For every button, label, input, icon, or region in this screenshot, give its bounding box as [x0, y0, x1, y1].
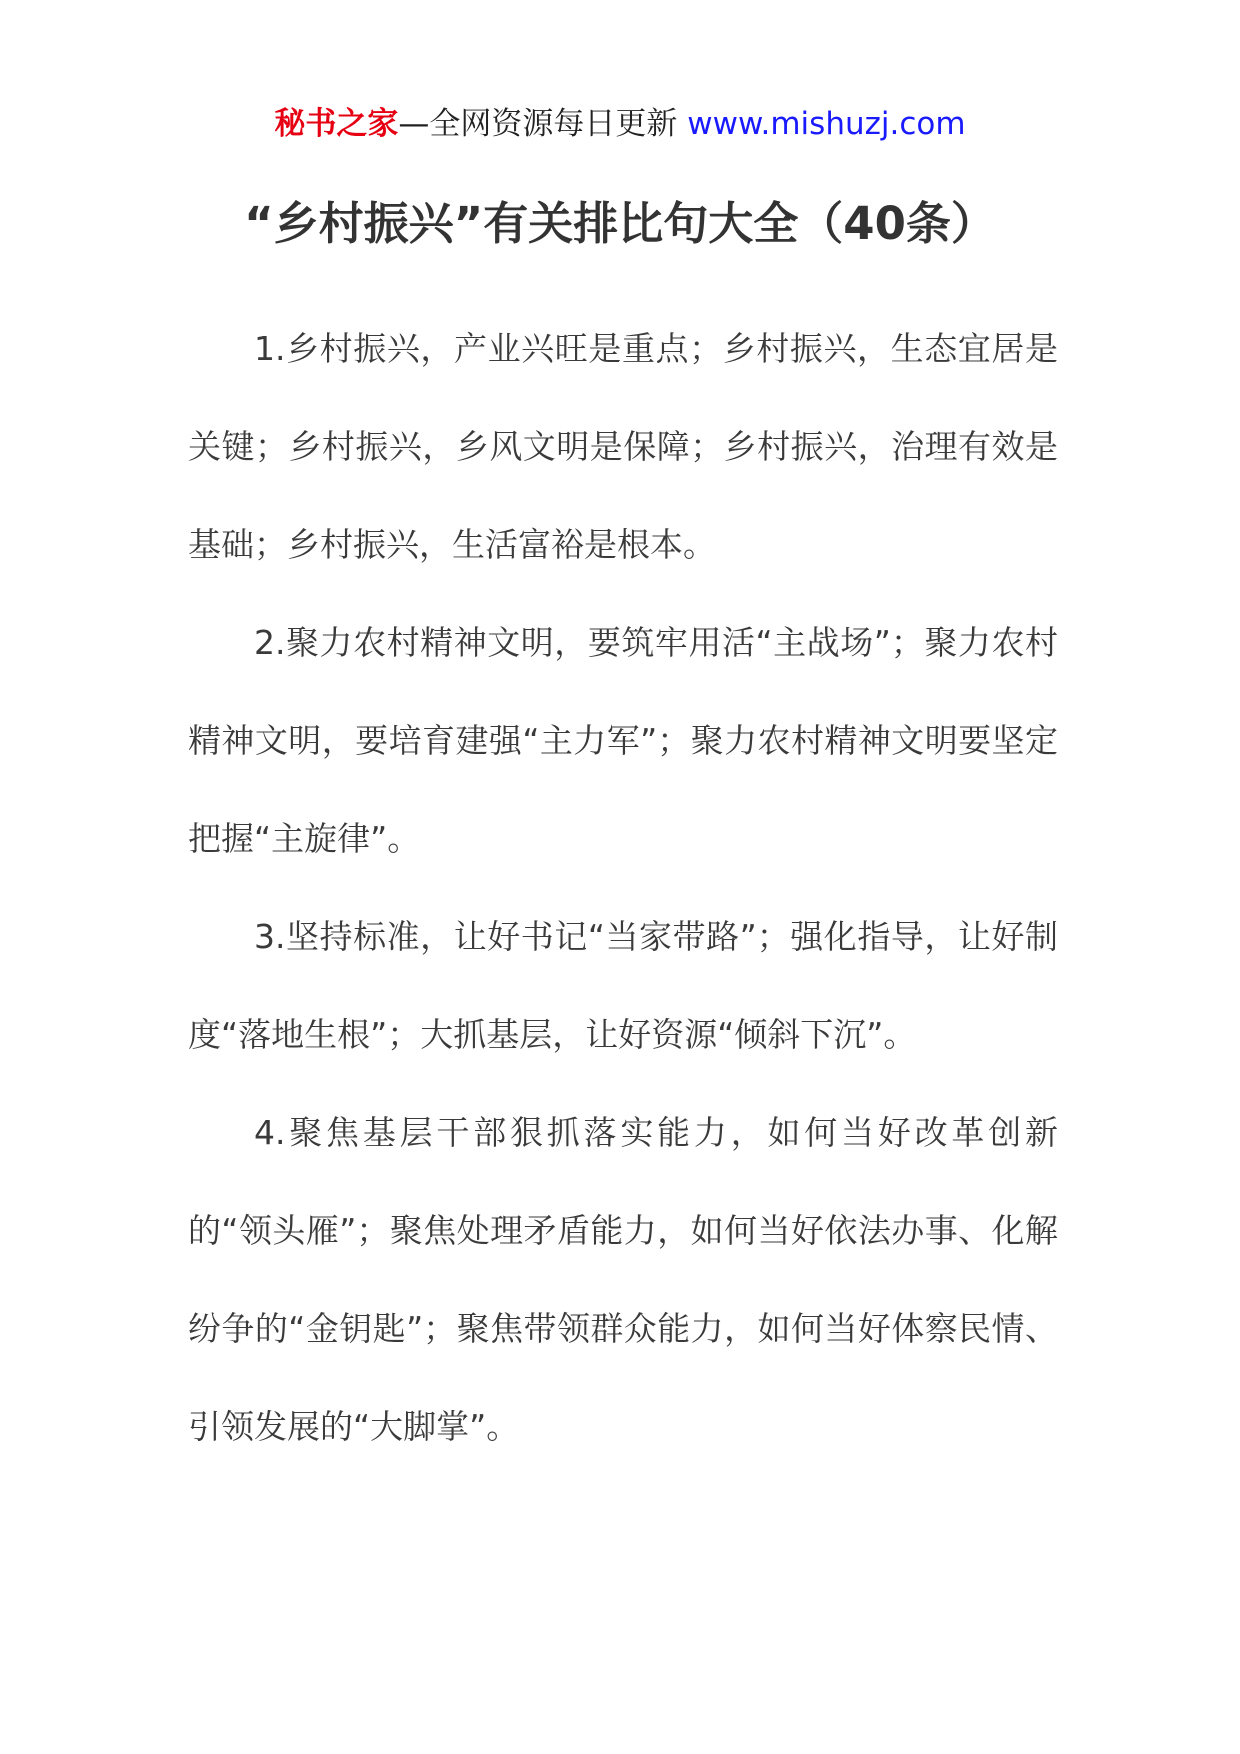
site-brand: 秘书之家: [274, 106, 399, 142]
site-header: [0, 104, 1240, 144]
site-url-link[interactable]: www.mishuzj.com: [687, 106, 966, 142]
document-title: “乡村振兴”有关排比句大全（40条）: [244, 197, 996, 250]
document-body: [188, 300, 1058, 1476]
paragraph-4: 4.聚焦基层干部狠抓落实能力，如何当好改革创新的“领头雁”；聚焦处理矛盾能力，如何当好依法办事、化解纷争的“金钥匙”；聚焦带领群众能力，如何当好体察民情、引领发展的“大脚掌”。: [188, 1113, 1058, 1446]
site-tagline: —全网资源每日更新: [398, 106, 678, 142]
paragraph-1: 1.乡村振兴，产业兴旺是重点；乡村振兴，生态宜居是关键；乡村振兴，乡风文明是保障；乡村振兴，治理有效是基础；乡村振兴，生活富裕是根本。: [188, 329, 1058, 564]
paragraph-3: 3.坚持标准，让好书记“当家带路”；强化指导，让好制度“落地生根”；大抓基层，让好资源“倾斜下沉”。: [188, 917, 1058, 1054]
paragraph-2: 2.聚力农村精神文明，要筑牢用活“主战场”；聚力农村精神文明，要培育建强“主力军”；聚力农村精神文明要坚定把握“主旋律”。: [188, 623, 1058, 858]
